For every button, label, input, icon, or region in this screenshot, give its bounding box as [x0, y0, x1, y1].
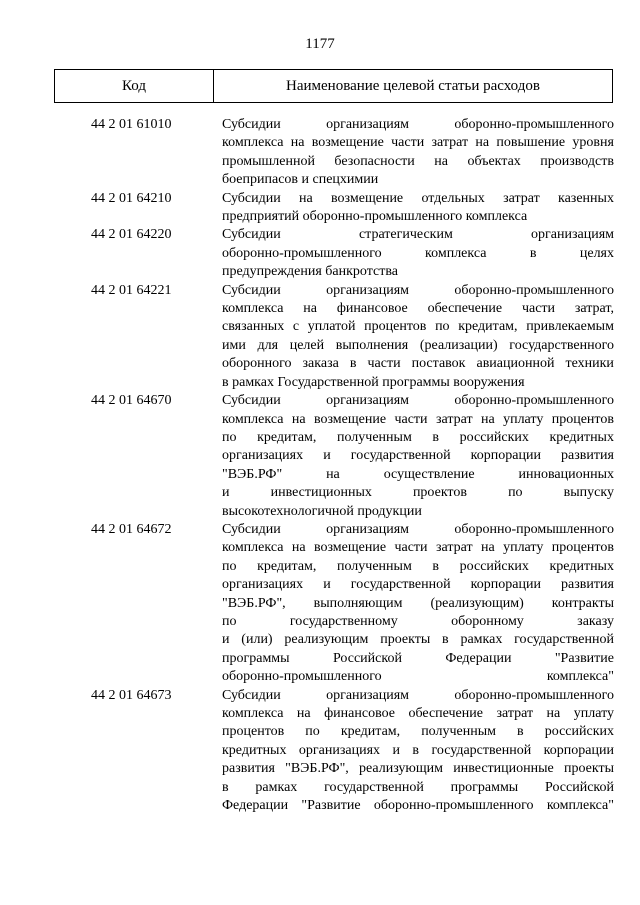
- description-line: ими для целей выполнения (реализации) государственного: [222, 337, 614, 353]
- row-description: [222, 282, 614, 392]
- description-line: по кредитам, полученным в российских кредитных: [222, 558, 614, 574]
- description-line: Субсидии организациям оборонно-промышленного: [222, 521, 614, 537]
- description-line: организациях и государственной корпорации развития: [222, 448, 614, 464]
- description-line: программы Российской Федерации "Развитие: [222, 650, 614, 666]
- row-code: 44 2 01 64672: [91, 521, 172, 537]
- description-line: связанных с уплатой процентов по кредитам, привлекаемым: [222, 319, 614, 335]
- description-line: по кредитам, полученным в российских кредитных: [222, 429, 614, 445]
- description-line: процентов по кредитам, полученным в российских: [222, 724, 614, 740]
- row-code: 44 2 01 64220: [91, 227, 172, 243]
- row-code: 44 2 01 61010: [91, 117, 172, 132]
- description-line: по государственному оборонному заказу: [222, 613, 614, 629]
- header-name: Наименование целевой статьи расходов: [286, 77, 540, 94]
- row-code: 44 2 01 64673: [91, 687, 172, 703]
- row-code: 44 2 01 64210: [91, 190, 172, 206]
- description-line: оборонно-промышленного комплекса": [222, 669, 614, 685]
- row-description: [222, 687, 614, 816]
- row-description: [222, 116, 614, 190]
- description-line: высокотехнологичной продукции: [222, 503, 422, 519]
- table-row: [0, 190, 640, 227]
- table-row: [0, 116, 640, 190]
- description-line: "ВЭБ.РФ", выполняющим (реализующим) контракты: [222, 595, 614, 611]
- page-number: 1177: [305, 36, 335, 52]
- table-row: [0, 226, 640, 281]
- description-line: предприятий оборонно-промышленного комплекса: [222, 209, 528, 225]
- description-line: Субсидии организациям оборонно-промышленного: [222, 282, 614, 298]
- description-line: и инвестиционных проектов по выпуску: [222, 485, 614, 501]
- description-line: комплекса на возмещение части затрат на уплату процентов: [222, 540, 614, 556]
- table-row: [0, 282, 640, 392]
- table-row: [0, 687, 640, 816]
- description-line: и (или) реализующим проекты в рамках государственной: [222, 632, 614, 648]
- description-line: "ВЭБ.РФ" на осуществление инновационных: [222, 466, 614, 482]
- description-line: Субсидии организациям оборонно-промышленного: [222, 117, 614, 132]
- description-line: организациях и государственной корпорации развития: [222, 577, 614, 593]
- description-line: Федерации "Развитие оборонно-промышленного комплекса": [222, 798, 614, 814]
- table-row: [0, 521, 640, 687]
- row-description: [222, 392, 614, 521]
- description-line: оборонного заказа в части поставок авиационной техники: [222, 356, 614, 372]
- description-line: промышленной безопасности на объектах производств: [222, 153, 614, 169]
- row-code: 44 2 01 64221: [91, 282, 172, 298]
- row-description: [222, 226, 614, 281]
- table-row: [0, 392, 640, 521]
- row-description: [222, 521, 614, 687]
- description-line: в рамках государственной программы Российской: [222, 779, 614, 795]
- description-line: в рамках Государственной программы вооружения: [222, 374, 525, 390]
- description-line: кредитных организациях и в государственной корпорации: [222, 742, 614, 758]
- description-line: боеприпасов и спецхимии: [222, 172, 379, 188]
- description-line: Субсидии стратегическим организациям: [222, 227, 614, 243]
- description-line: Субсидии организациям оборонно-промышленного: [222, 393, 614, 409]
- table-header: [54, 69, 613, 103]
- description-line: комплекса на возмещение части затрат на повышение уровня: [222, 135, 614, 151]
- table-body: [0, 116, 640, 815]
- description-line: развития "ВЭБ.РФ", реализующим инвестиционные проекты: [222, 761, 614, 777]
- description-line: комплекса на финансовое обеспечение затрат на уплату: [222, 706, 614, 721]
- description-line: комплекса на финансовое обеспечение части затрат,: [222, 301, 614, 317]
- row-description: [222, 190, 614, 227]
- description-line: оборонно-промышленного комплекса в целях: [222, 245, 614, 261]
- description-line: Субсидии на возмещение отдельных затрат казенных: [222, 190, 614, 206]
- description-line: Субсидии организациям оборонно-промышленного: [222, 687, 614, 703]
- header-code: Код: [55, 70, 214, 102]
- row-code: 44 2 01 64670: [91, 393, 172, 409]
- description-line: предупреждения банкротства: [222, 264, 398, 280]
- description-line: комплекса на возмещение части затрат на уплату процентов: [222, 411, 614, 427]
